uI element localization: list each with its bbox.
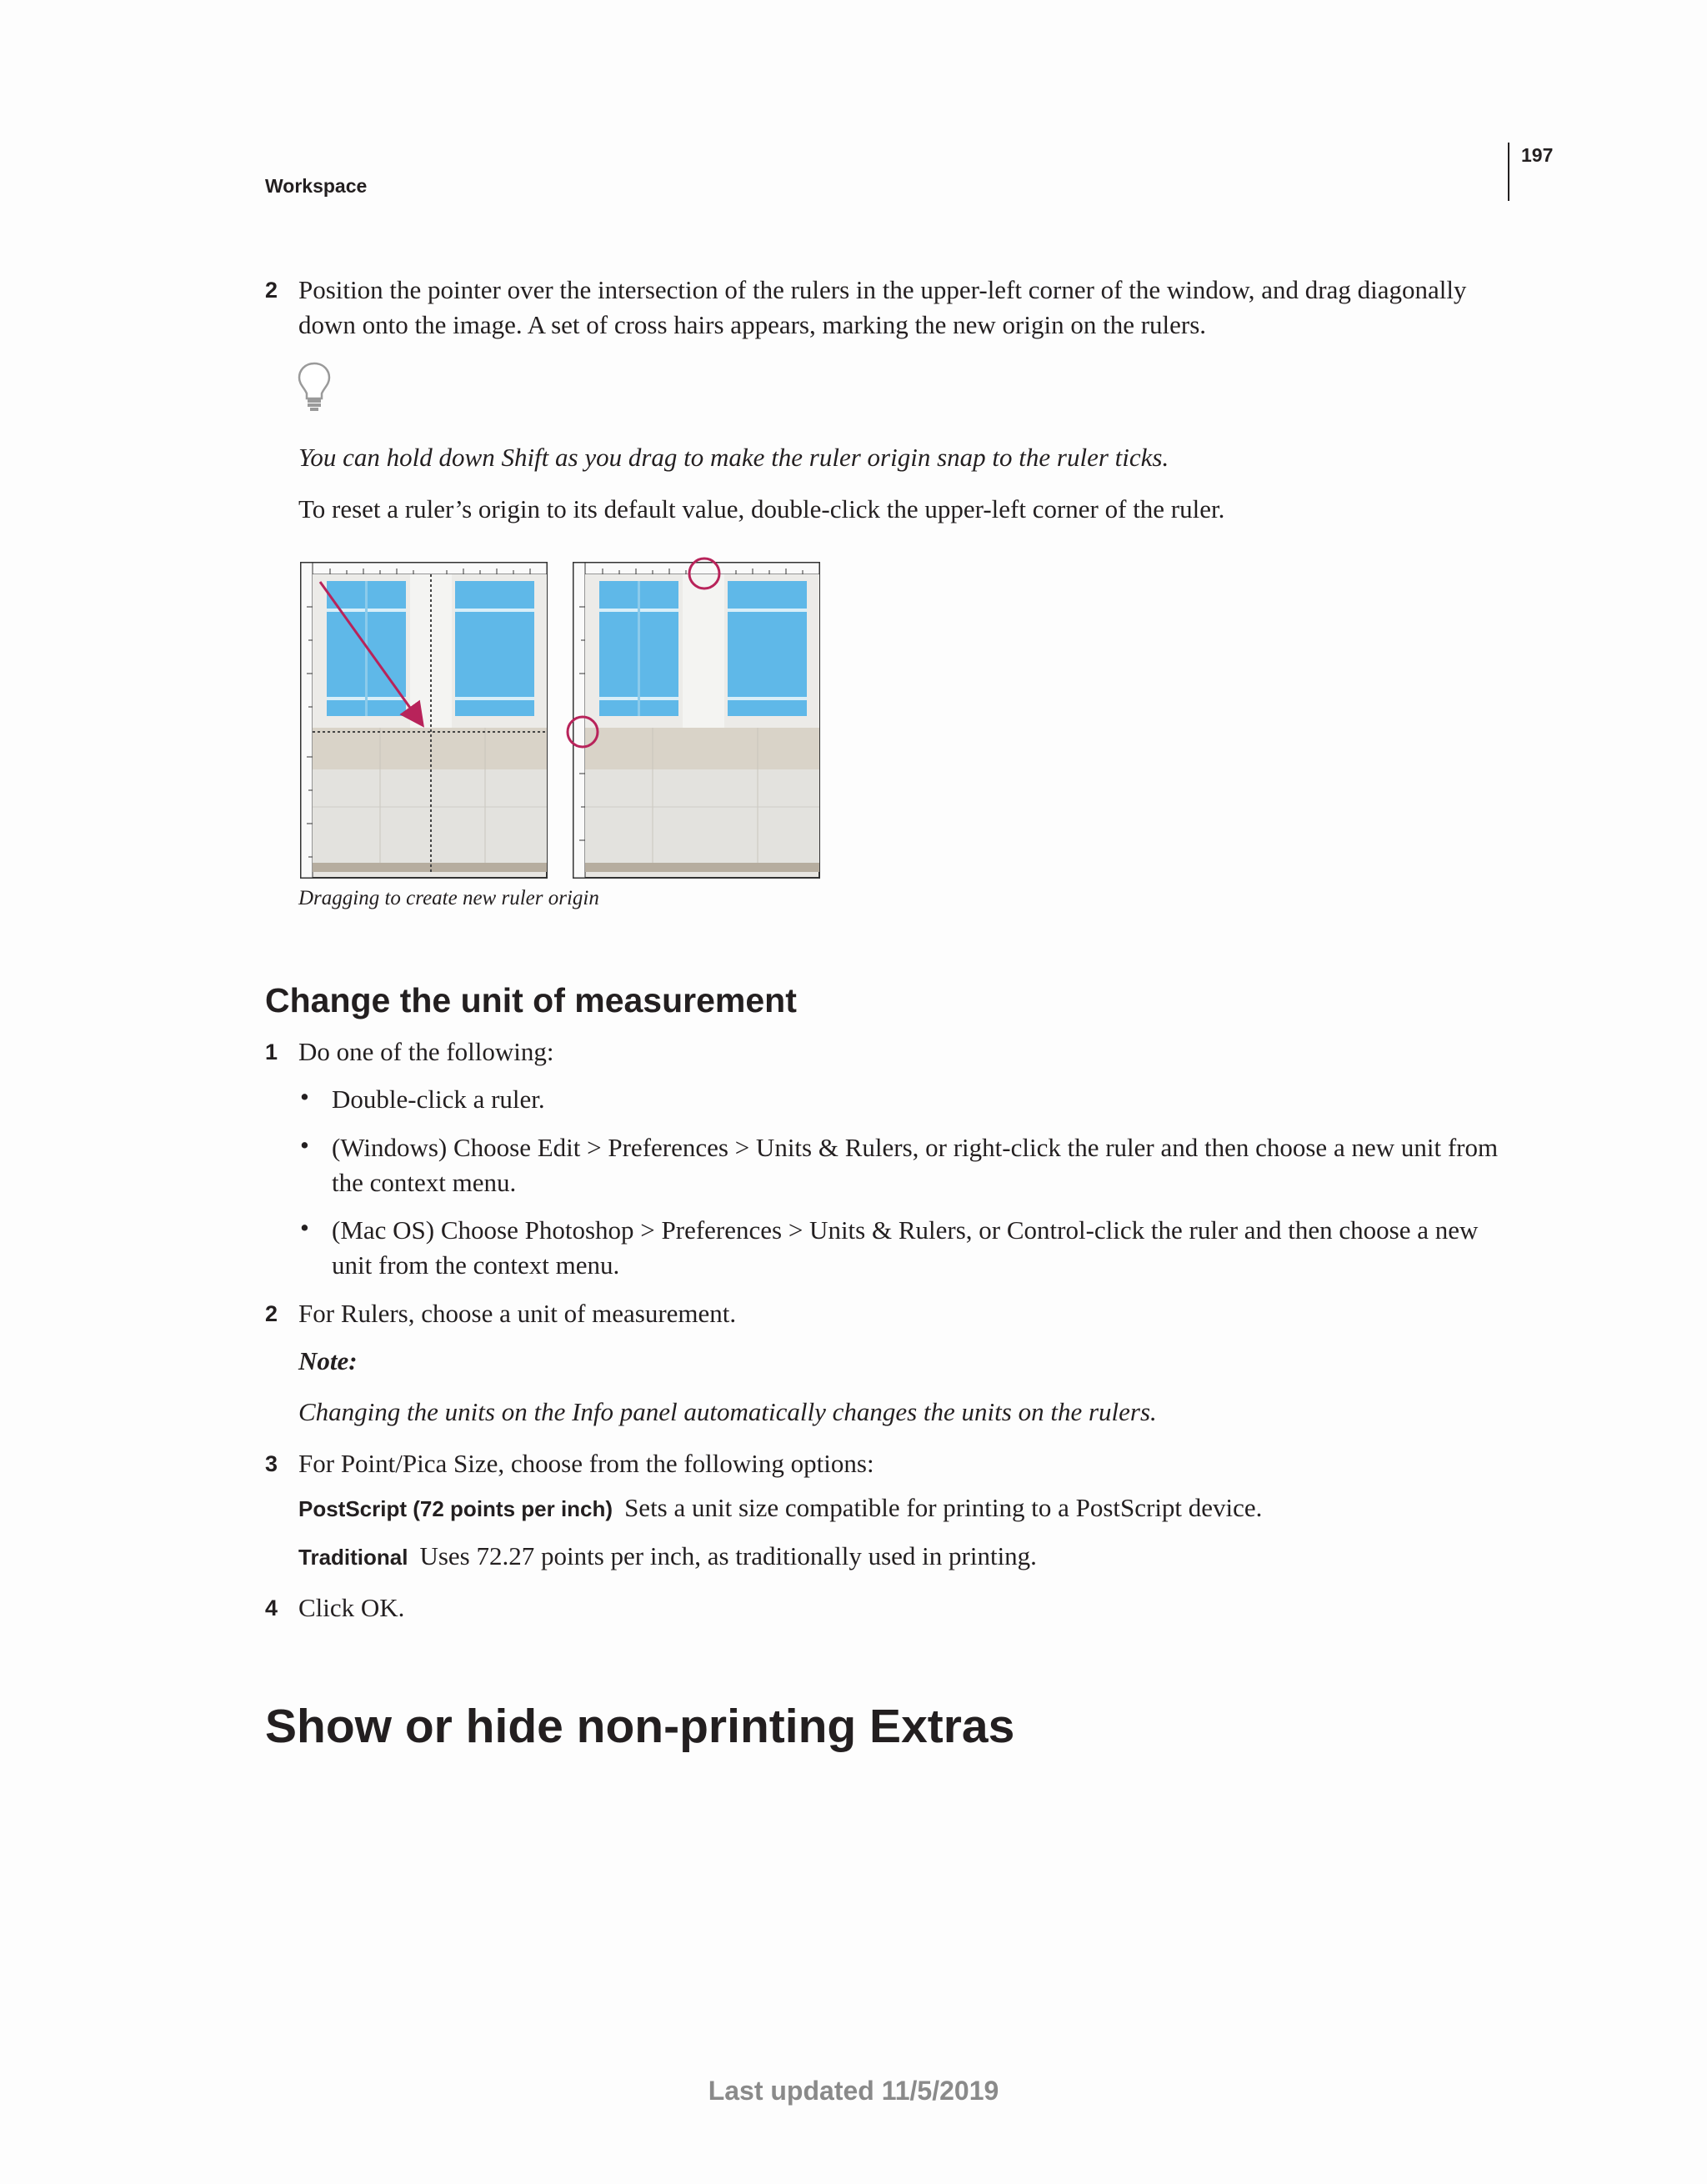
- chapter-heading: Show or hide non-printing Extras: [265, 1700, 1015, 1753]
- step-text-line: Position the pointer over the intersection of the rulers in the upper-left corner of the window, and drag diagonally: [298, 275, 1467, 304]
- after-window: [568, 559, 819, 878]
- bullet-text: unit from the context menu.: [332, 1250, 620, 1280]
- step-text-line: down onto the image. A set of cross hairs appears, marking the new origin on the rulers.: [298, 310, 1207, 339]
- bullet-marker: •: [300, 1213, 309, 1242]
- option-row: [298, 1490, 1262, 1525]
- tip-text: You can hold down Shift as you drag to make the ruler origin snap to the ruler ticks.: [298, 443, 1169, 472]
- option-term: Traditional: [298, 1545, 408, 1570]
- footer-last-updated: Last updated 11/5/2019: [708, 2076, 999, 2106]
- bullet-marker: •: [300, 1130, 309, 1160]
- page-number: 197: [1521, 144, 1554, 166]
- bullet-marker: •: [300, 1082, 309, 1111]
- step-number: 2: [265, 278, 278, 303]
- step-text: For Point/Pica Size, choose from the following options:: [298, 1449, 874, 1478]
- lightbulb-icon: [297, 362, 332, 413]
- reset-instruction: To reset a ruler’s origin to its default value, double-click the upper-left corner of the ruler.: [298, 494, 1225, 523]
- option-term: PostScript (72 points per inch): [298, 1496, 613, 1521]
- running-header: Workspace: [265, 175, 368, 197]
- step-number: 3: [265, 1451, 278, 1476]
- note-text: Changing the units on the Info panel automatically changes the units on the rulers.: [298, 1397, 1157, 1426]
- bullet-text: the context menu.: [332, 1168, 517, 1197]
- option-description: Uses 72.27 points per inch, as traditionally used in printing.: [419, 1541, 1037, 1570]
- bullet-text: (Windows) Choose Edit > Preferences > Units & Rulers, or right-click the ruler and then choose a new unit from: [332, 1133, 1499, 1162]
- step-number: 1: [265, 1039, 278, 1064]
- before-window: [301, 563, 547, 878]
- option-description: Sets a unit size compatible for printing to a PostScript device.: [624, 1493, 1263, 1522]
- note-label: Note:: [298, 1346, 358, 1375]
- bullet-text: (Mac OS) Choose Photoshop > Preferences > Units & Rulers, or Control-click the ruler and then choose a new: [332, 1215, 1479, 1245]
- step-number: 2: [265, 1301, 278, 1326]
- step-text: Click OK.: [298, 1593, 405, 1622]
- step-number: 4: [265, 1595, 278, 1620]
- ruler-origin-figure: [297, 557, 822, 882]
- section-heading: Change the unit of measurement: [265, 981, 797, 1019]
- bullet-text: Double-click a ruler.: [332, 1084, 545, 1114]
- figure-caption: Dragging to create new ruler origin: [298, 887, 599, 909]
- page-number-divider: [1508, 143, 1509, 201]
- step-text: For Rulers, choose a unit of measurement.: [298, 1299, 737, 1328]
- option-row: [298, 1539, 1037, 1574]
- step-text: Do one of the following:: [298, 1037, 554, 1066]
